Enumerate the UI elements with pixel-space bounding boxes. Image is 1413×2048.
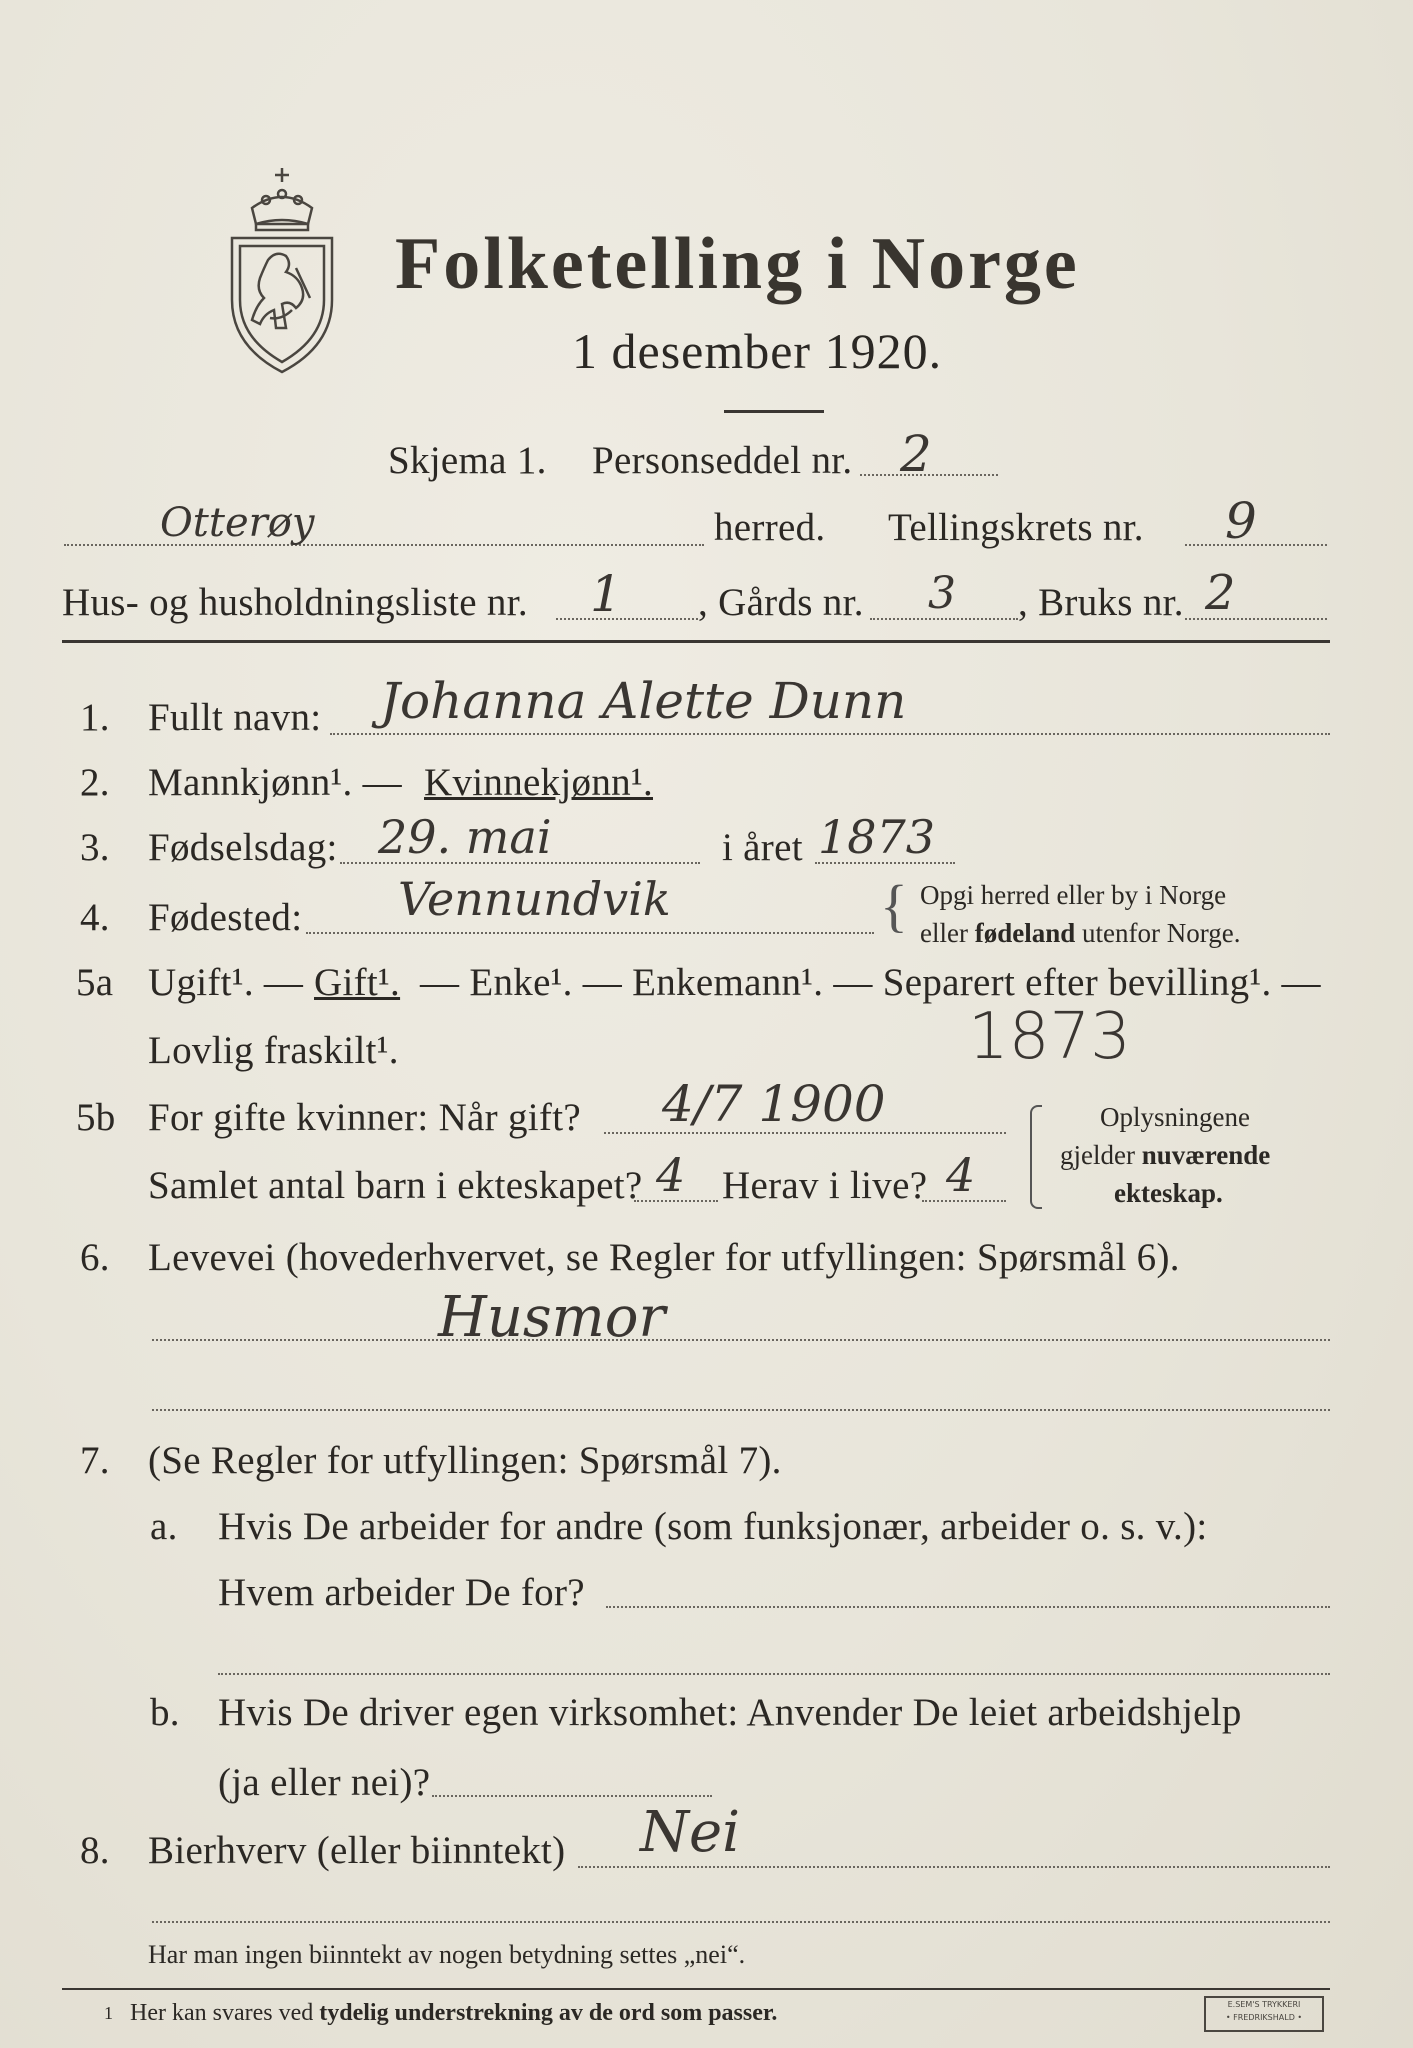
- printer-stamp-line1: E.SEM'S TRYKKERI: [1227, 2000, 1301, 2009]
- q7a-line2: Hvem arbeider De for?: [218, 1571, 585, 1614]
- gards-label: , Gårds nr.: [698, 581, 864, 624]
- birth-year-value[interactable]: 1873: [818, 810, 936, 864]
- q4-note-fodeland: fødeland: [974, 918, 1076, 948]
- q7a-number: a.: [150, 1505, 178, 1548]
- personseddel-value[interactable]: 2: [900, 425, 932, 483]
- hus-value[interactable]: 1: [590, 565, 622, 623]
- header-rule: [62, 640, 1330, 643]
- q4-note-utenfor: utenfor Norge.: [1082, 918, 1241, 948]
- q5b-note-line3: ekteskap.: [1114, 1178, 1223, 1208]
- status-fraskilt-option[interactable]: Lovlig fraskilt¹.: [148, 1029, 399, 1072]
- q6-number: 6.: [80, 1236, 110, 1279]
- q7a-line1: Hvis De arbeider for andre (som funksjonær, arbeider o. s. v.):: [218, 1505, 1208, 1548]
- gender-male-option[interactable]: Mannkjønn¹. —: [148, 761, 402, 804]
- q4-label: Fødested:: [148, 896, 303, 939]
- q5b-note-nuvaerende: nuværende: [1141, 1140, 1271, 1170]
- coat-of-arms-icon: [222, 160, 342, 375]
- q8-label: Bierhverv (eller biinntekt): [148, 1829, 566, 1872]
- q2-number: 2.: [80, 761, 110, 804]
- q5b-bracket: [1030, 1105, 1042, 1209]
- q7b-line1: Hvis De driver egen virksomhet: Anvender De leiet arbeidshjelp: [218, 1691, 1242, 1734]
- q7-label: (Se Regler for utfyllingen: Spørsmål 7).: [148, 1439, 782, 1482]
- printer-stamp: [1204, 1996, 1324, 2032]
- q7-number: 7.: [80, 1439, 110, 1482]
- q7b-line2: (ja eller nei)?: [218, 1761, 431, 1804]
- footer-note: Har man ingen biinntekt av nogen betydning settes „nei“.: [148, 1940, 746, 1969]
- q7b-number: b.: [150, 1691, 180, 1734]
- q3-number: 3.: [80, 826, 110, 869]
- form-date: 1 desember 1920.: [572, 323, 943, 379]
- children-alive-value[interactable]: 4: [946, 1148, 976, 1202]
- footnote-text: [130, 2000, 777, 2027]
- q5b-note-line2: [1060, 1140, 1270, 1171]
- birthplace-line: [306, 932, 874, 934]
- q4-note-line1: Opgi herred eller by i Norge: [920, 880, 1227, 910]
- status-ugift-option[interactable]: Ugift¹. —: [148, 961, 304, 1004]
- skjema-label: Skjema 1.: [388, 439, 547, 482]
- occupation-line-1: [152, 1339, 1330, 1341]
- q4-note-eller: eller: [920, 918, 968, 948]
- personseddel-label: Personseddel nr.: [592, 439, 853, 482]
- q5b-number: 5b: [76, 1096, 116, 1139]
- footnote-number: 1: [104, 2003, 113, 2023]
- bruks-value[interactable]: 2: [1205, 565, 1236, 621]
- footer-rule: [62, 1988, 1330, 1990]
- q1-number: 1.: [80, 696, 110, 739]
- q8-number: 8.: [80, 1829, 110, 1872]
- footnote-text-plain: Her kan svares ved: [130, 2000, 314, 2026]
- hus-label: Hus- og husholdningsliste nr.: [62, 581, 528, 624]
- side-income-line: [578, 1866, 1330, 1868]
- full-name-value[interactable]: Johanna Alette Dunn: [380, 672, 907, 730]
- q4-brace: {: [880, 873, 908, 938]
- side-income-value[interactable]: Nei: [640, 1800, 741, 1865]
- q5b-note-line1: Oplysningene: [1100, 1102, 1250, 1132]
- status-gift-option[interactable]: Gift¹.: [314, 961, 401, 1004]
- q5a-number: 5a: [76, 961, 114, 1004]
- children-alive-label: Herav i live?: [722, 1164, 928, 1207]
- q4-number: 4.: [80, 896, 110, 939]
- gender-female-option[interactable]: Kvinnekjønn¹.: [424, 761, 653, 804]
- q1-line: [330, 733, 1330, 735]
- q6-label: Levevei (hovederhvervet, se Regler for utfyllingen: Spørsmål 6).: [148, 1236, 1180, 1279]
- side-income-line-2: [152, 1921, 1330, 1923]
- married-when-label: For gifte kvinner: Når gift?: [148, 1096, 581, 1139]
- q5b-note-gjelder: gjelder: [1060, 1140, 1135, 1170]
- footnote-text-bold: tydelig understrekning av de ord som passer.: [319, 2000, 778, 2026]
- status-other-options[interactable]: — Enke¹. — Enkemann¹. — Separert efter bevilling¹. —: [420, 961, 1321, 1004]
- employer-line-1[interactable]: [606, 1606, 1330, 1608]
- bruks-label: , Bruks nr.: [1018, 581, 1184, 624]
- q4-note-line2: [920, 918, 1240, 949]
- title-divider: [724, 410, 824, 413]
- employer-line-2[interactable]: [218, 1673, 1330, 1675]
- q3-label: Fødselsdag:: [148, 826, 338, 869]
- children-total-value[interactable]: 4: [656, 1148, 686, 1202]
- gards-value[interactable]: 3: [928, 568, 956, 619]
- married-when-value[interactable]: 4/7 1900: [662, 1075, 886, 1133]
- form-title: Folketelling i Norge: [395, 223, 1080, 305]
- occupation-line-2: [152, 1409, 1330, 1411]
- tellingskrets-value[interactable]: 9: [1225, 492, 1257, 550]
- herred-label: herred.: [714, 506, 826, 549]
- tellingskrets-label: Tellingskrets nr.: [888, 506, 1144, 549]
- hired-help-line[interactable]: [432, 1795, 712, 1797]
- herred-value[interactable]: Otterøy: [160, 500, 315, 546]
- year-label: i året: [722, 826, 803, 869]
- birthday-value[interactable]: 29. mai: [378, 810, 552, 864]
- occupation-value[interactable]: Husmor: [438, 1285, 666, 1350]
- birthplace-value[interactable]: Vennundvik: [398, 872, 671, 926]
- hus-line: [556, 618, 698, 620]
- printer-stamp-line2: • FREDRIKSHALD •: [1225, 2013, 1303, 2022]
- children-total-label: Samlet antal barn i ekteskapet?: [148, 1164, 643, 1207]
- margin-annotation: 1873: [968, 1000, 1131, 1074]
- q1-label: Fullt navn:: [148, 696, 322, 739]
